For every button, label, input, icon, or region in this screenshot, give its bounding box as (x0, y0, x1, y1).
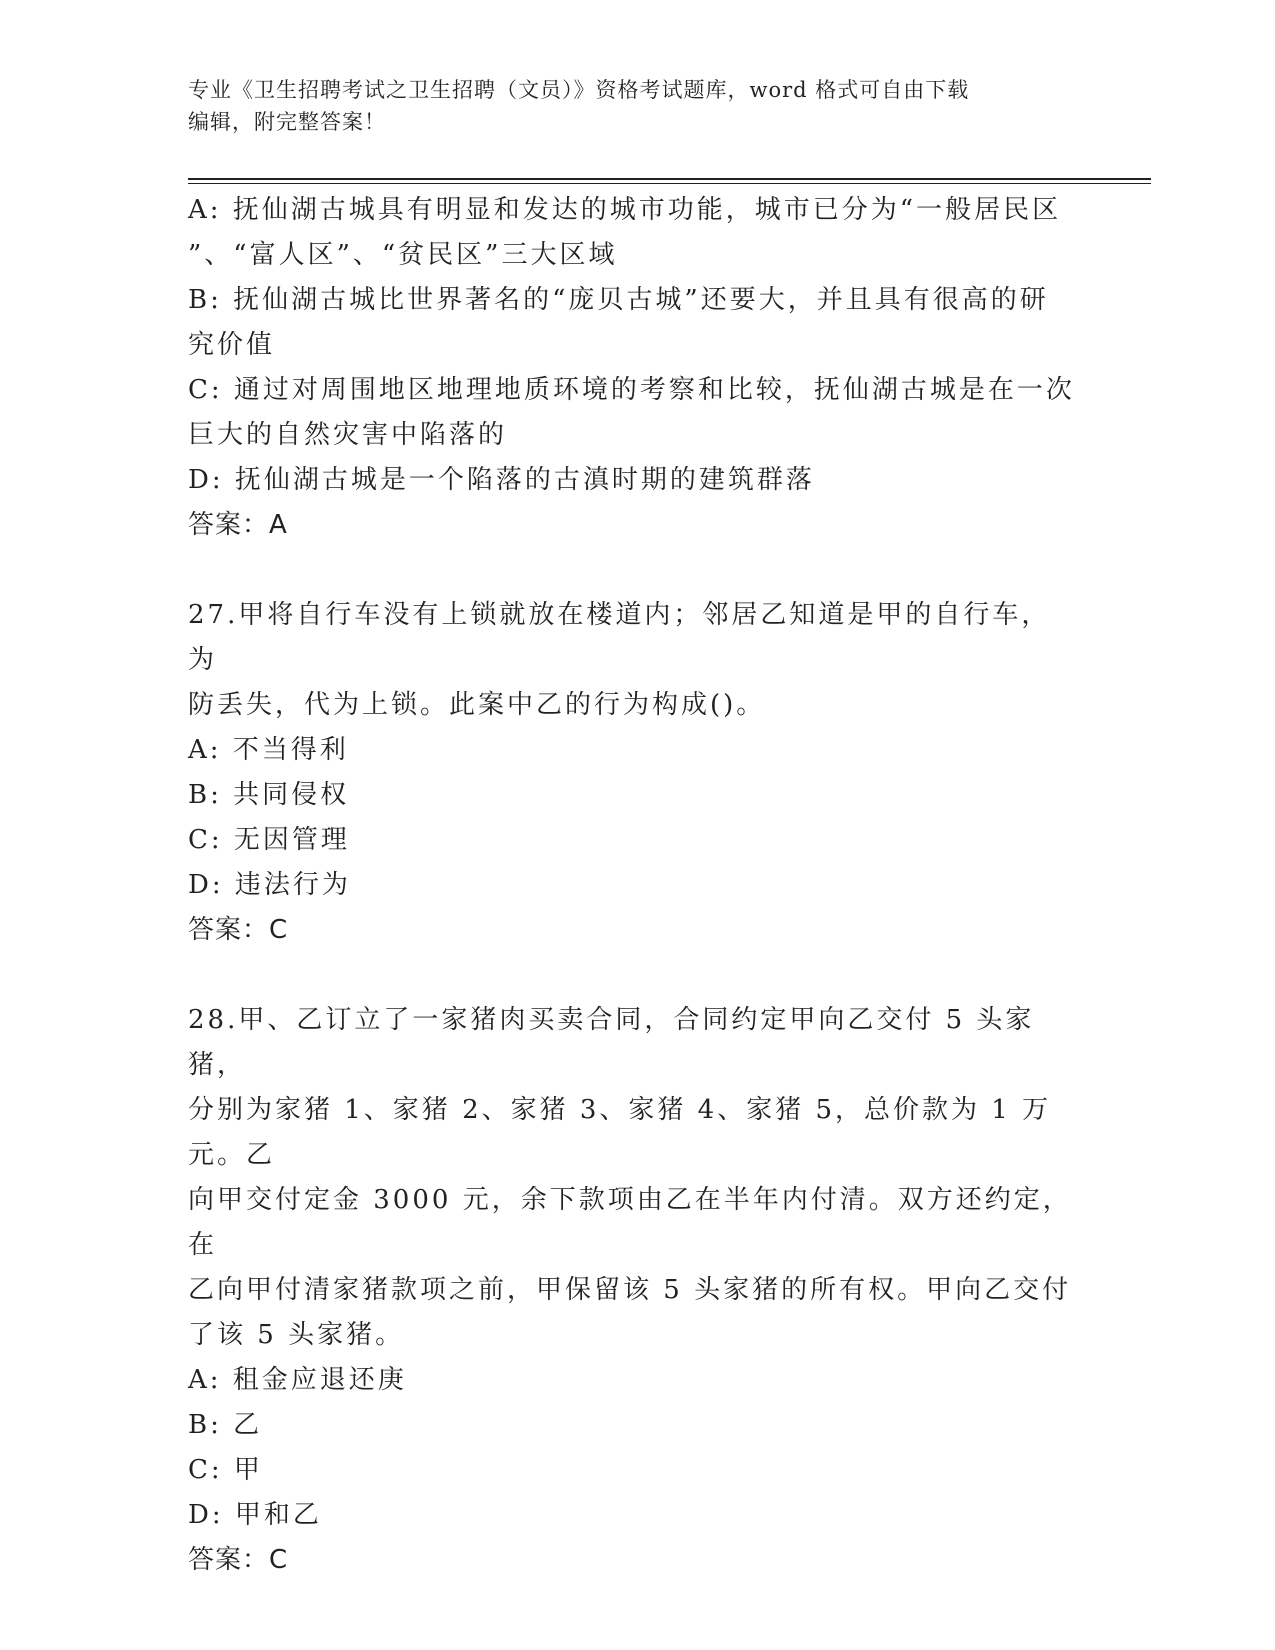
question-spacer (188, 548, 1078, 593)
q26-option-c-line-1: C: 通过对周围地区地理地质环境的考察和比较，抚仙湖古城是在一次 (188, 375, 1075, 405)
header-divider-thin (188, 183, 1151, 184)
question-content (188, 188, 1078, 1583)
q26-answer: 答案：A (188, 510, 288, 540)
q26-option-a-line-1: A: 抚仙湖古城具有明显和发达的城市功能，城市已分为“一般居民区 (188, 195, 1062, 225)
q28-answer: 答案：C (188, 1545, 289, 1575)
q28-question-line-2: 分别为家猪 1、家猪 2、家猪 3、家猪 4、家猪 5，总价款为 1 万元。乙 (188, 1095, 1052, 1170)
q28-question-line-4: 乙向甲付清家猪款项之前，甲保留该 5 头家猪的所有权。甲向乙交付 (188, 1275, 1072, 1305)
q27-option-d: D: 违法行为 (188, 870, 351, 900)
question-spacer (188, 953, 1078, 998)
q28-question-line-5: 了该 5 头家猪。 (188, 1320, 405, 1350)
q26-option-b-line-1: B: 抚仙湖古城比世界著名的“庞贝古城”还要大，并且具有很高的研 (188, 285, 1049, 315)
q27-answer: 答案：C (188, 915, 289, 945)
q27-option-c: C: 无因管理 (188, 825, 350, 855)
q26-option-d: D: 抚仙湖古城是一个陷落的古滇时期的建筑群落 (188, 465, 815, 495)
q27-option-a: A: 不当得利 (188, 735, 349, 765)
header-line-1: 专业《卫生招聘考试之卫生招聘（文员）》资格考试题库，word 格式可自由下载 (188, 78, 970, 102)
header-divider-thick (188, 178, 1151, 180)
q28-option-d: D: 甲和乙 (188, 1500, 322, 1530)
q27-option-b: B: 共同侵权 (188, 780, 350, 810)
question-28-block (188, 998, 1078, 1583)
q28-question-line-3: 向甲交付定金 3000 元，余下款项由乙在半年内付清。双方还约定，在 (188, 1185, 1072, 1260)
q26-option-c-line-2: 巨大的自然灾害中陷落的 (188, 420, 508, 450)
q27-question-line-2: 防丢失，代为上锁。此案中乙的行为构成()。 (188, 690, 766, 720)
question-26-block (188, 188, 1078, 548)
q26-option-b-line-2: 究价值 (188, 330, 276, 360)
q26-option-a-line-2: ”、“富人区”、“贫民区”三大区域 (188, 240, 618, 270)
document-header (188, 74, 1068, 138)
q28-option-a: A: 租金应退还庚 (188, 1365, 407, 1395)
header-line-2: 编辑，附完整答案！ (188, 110, 386, 134)
q28-option-b: B: 乙 (188, 1410, 263, 1440)
question-27-block (188, 593, 1078, 953)
q28-question-line-1: 28.甲、乙订立了一家猪肉买卖合同，合同约定甲向乙交付 5 头家猪， (188, 1005, 1035, 1080)
q28-option-c: C: 甲 (188, 1455, 263, 1485)
q27-question-line-1: 27.甲将自行车没有上锁就放在楼道内；邻居乙知道是甲的自行车，为 (188, 600, 1051, 675)
